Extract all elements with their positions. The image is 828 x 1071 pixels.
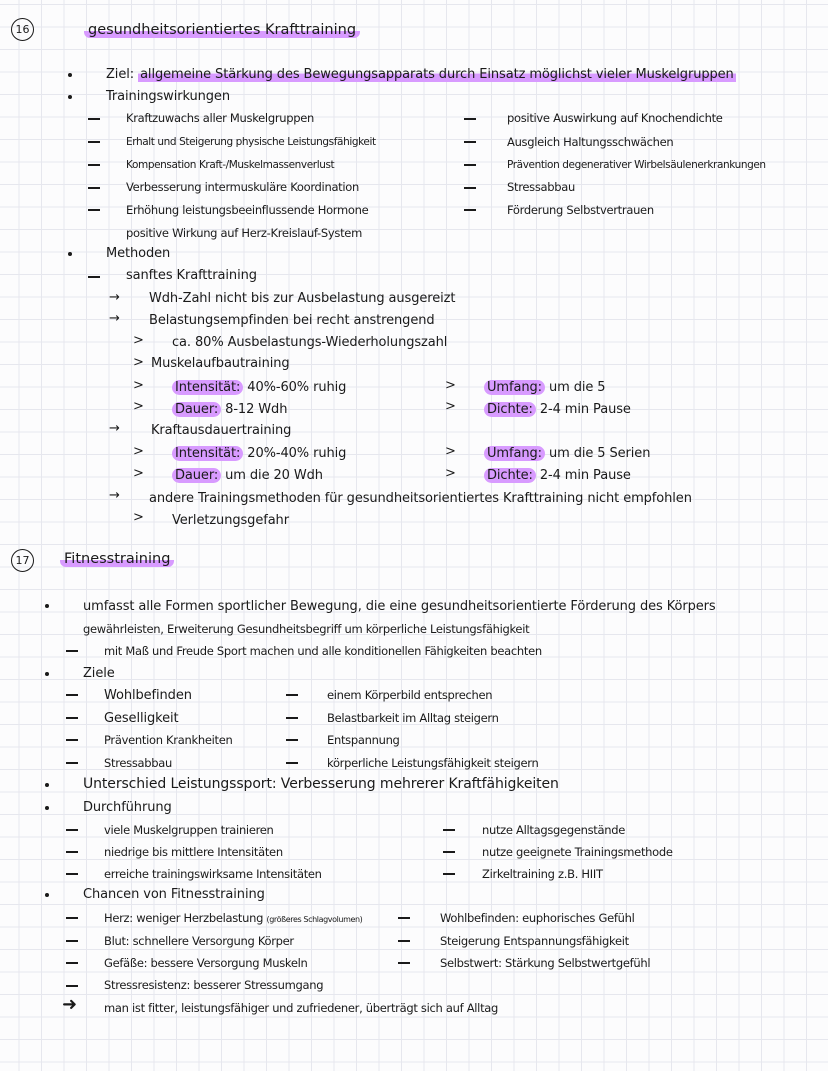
key-highlight: Intensität:: [172, 380, 243, 395]
arrow-right-icon: →: [109, 488, 120, 503]
methods-label: Methoden: [106, 246, 171, 261]
effect-left-item: Erhöhung leistungsbeeinflussende Hormone: [126, 203, 369, 217]
value: um die 20 Wdh: [225, 468, 323, 483]
goal-text: allgemeine Stärkung des Bewegungsapparats durch Einsatz möglichst vieler Muskelgruppen: [140, 67, 734, 82]
exec-right-item: nutze geeignete Trainingsmethode: [482, 845, 673, 859]
soft-point: Belastungsempfinden bei recht anstrengend: [149, 313, 435, 328]
chance-right-item: Steigerung Entspannungsfähigkeit: [440, 934, 629, 948]
injury-risk: Verletzungsgefahr: [172, 513, 289, 528]
intro-line: umfasst alle Formen sportlicher Bewegung, die eine gesundheitsorientierte Förderung des Körpers: [83, 599, 716, 614]
goal-left-item: Prävention Krankheiten: [104, 733, 233, 747]
chance-right-item: Wohlbefinden: euphorisches Gefühl: [440, 911, 635, 925]
chance-heart: Herz: weniger Herzbelastung: [104, 911, 264, 925]
dash: [464, 209, 476, 211]
mab-volume: [484, 379, 605, 396]
chance-right-item: Selbstwert: Stärkung Selbstwertgefühl: [440, 956, 651, 970]
effect-right-item: Stressabbau: [507, 180, 576, 194]
exec-right-item: nutze Alltagsgegenstände: [482, 823, 626, 837]
bullet-dot: [45, 672, 49, 676]
exec-right-item: Zirkeltraining z.B. HIIT: [482, 867, 603, 881]
chance-heart-note: (größeres Schlagvolumen): [266, 915, 363, 924]
chevron-right-icon: >: [445, 466, 456, 481]
dash: [66, 717, 78, 719]
bold-arrow-right-icon: ➜: [62, 994, 78, 1015]
dash: [66, 940, 78, 942]
muscle-building-label: Muskelaufbautraining: [151, 356, 290, 371]
dash: [66, 829, 78, 831]
section-16-title: gesundheitsorientiertes Krafttraining: [84, 22, 360, 38]
key-highlight: Umfang:: [484, 380, 545, 395]
key-highlight: Dauer:: [172, 468, 221, 483]
section-16-number: 16: [11, 18, 34, 41]
dash: [66, 873, 78, 875]
dash: [66, 962, 78, 964]
exec-left-item: viele Muskelgruppen trainieren: [104, 823, 274, 837]
dash: [88, 209, 100, 211]
bullet-dot: [45, 893, 49, 897]
goal-left-item: Wohlbefinden: [104, 688, 192, 703]
effect-left-item: Kraftzuwachs aller Muskelgruppen: [126, 111, 315, 125]
dash: [286, 762, 298, 764]
soft-training-label: sanftes Krafttraining: [126, 268, 257, 283]
chevron-right-icon: >: [133, 355, 144, 370]
goal-line: [106, 66, 736, 83]
strength-endurance-label: Kraftausdauertraining: [151, 423, 292, 438]
goals-label: Ziele: [83, 666, 115, 681]
dash: [443, 873, 455, 875]
chevron-right-icon: >: [133, 399, 144, 414]
chevron-right-icon: >: [133, 466, 144, 481]
chances-label: Chancen von Fitnesstraining: [83, 887, 265, 902]
key-highlight: Dichte:: [484, 468, 536, 483]
section-17-title: Fitnesstraining: [60, 551, 174, 567]
bullet-dot: [68, 73, 72, 77]
goal-label: Ziel:: [106, 67, 135, 82]
dash: [66, 739, 78, 741]
kad-duration: [172, 467, 323, 484]
chance-left-item: Gefäße: bessere Versorgung Muskeln: [104, 956, 308, 970]
mab-density: [484, 401, 631, 418]
value: 2-4 min Pause: [539, 468, 631, 483]
goal-right-item: körperliche Leistungsfähigkeit steigern: [327, 756, 539, 770]
goal-left-item: Geselligkeit: [104, 711, 179, 726]
dash: [88, 141, 100, 143]
dash: [398, 917, 410, 919]
effect-left-item: Verbesserung intermuskuläre Koordination: [126, 180, 360, 194]
value: 20%-40% ruhig: [247, 446, 347, 461]
effects-label: Trainingswirkungen: [106, 89, 230, 104]
dash: [464, 118, 476, 120]
effect-right-item: Prävention degenerativer Wirbelsäulenerkrankungen: [507, 159, 766, 171]
key-highlight: Intensität:: [172, 446, 243, 461]
dash: [66, 694, 78, 696]
chevron-right-icon: >: [133, 510, 144, 525]
execution-label: Durchführung: [83, 800, 172, 815]
section-17-number: 17: [11, 549, 34, 572]
mab-duration: [172, 401, 287, 418]
dash: [286, 717, 298, 719]
mab-intensity: [172, 379, 346, 396]
effect-left-item: positive Wirkung auf Herz-Kreislauf-System: [126, 226, 362, 240]
chevron-right-icon: >: [133, 378, 144, 393]
dash: [88, 187, 100, 189]
goal-right-item: Entspannung: [327, 733, 400, 747]
dash: [286, 739, 298, 741]
dash: [286, 694, 298, 696]
dash: [66, 762, 78, 764]
soft-point: Wdh-Zahl nicht bis zur Ausbelastung ausgereizt: [149, 291, 456, 306]
value: 2-4 min Pause: [539, 402, 631, 417]
arrow-right-icon: →: [109, 311, 120, 326]
chevron-right-icon: >: [445, 378, 456, 393]
dash: [443, 851, 455, 853]
soft-subpoint: ca. 80% Ausbelastungs-Wiederholungszahl: [172, 335, 448, 350]
kad-intensity: [172, 445, 346, 462]
chance-left-item: Blut: schnellere Versorgung Körper: [104, 934, 294, 948]
dash: [88, 118, 100, 120]
dash: [398, 962, 410, 964]
chevron-right-icon: >: [133, 444, 144, 459]
value: 8-12 Wdh: [225, 402, 288, 417]
kad-density: [484, 467, 631, 484]
key-highlight: Dichte:: [484, 402, 536, 417]
bullet-dot: [45, 806, 49, 810]
goal-right-item: einem Körperbild entsprechen: [327, 688, 493, 702]
key-highlight: Umfang:: [484, 446, 545, 461]
effect-right-item: Ausgleich Haltungsschwächen: [507, 135, 674, 149]
effect-left-item: Erhalt und Steigerung physische Leistungsfähigkeit: [126, 136, 376, 148]
dash: [443, 829, 455, 831]
dash: [398, 940, 410, 942]
bullet-dot: [68, 95, 72, 99]
difference-line: Unterschied Leistungssport: Verbesserung mehrerer Kraftfähigkeiten: [83, 776, 559, 792]
other-methods-note: andere Trainingsmethoden für gesundheitsorientiertes Krafttraining nicht empfohlen: [149, 491, 692, 506]
dash: [66, 650, 78, 652]
exec-left-item: niedrige bis mittlere Intensitäten: [104, 845, 283, 859]
exec-left-item: erreiche trainingswirksame Intensitäten: [104, 867, 322, 881]
kad-volume: [484, 445, 650, 462]
chance-left-item: [104, 910, 362, 928]
dash: [464, 164, 476, 166]
arrow-right-icon: →: [109, 421, 120, 436]
chevron-right-icon: >: [445, 444, 456, 459]
goal-right-item: Belastbarkeit im Alltag steigern: [327, 711, 499, 725]
chance-left-item: Stressresistenz: besserer Stressumgang: [104, 978, 324, 992]
dash: [66, 851, 78, 853]
goal-left-item: Stressabbau: [104, 756, 173, 770]
intro-line: mit Maß und Freude Sport machen und alle konditionellen Fähigkeiten beachten: [104, 644, 542, 658]
value: um die 5: [548, 380, 606, 395]
bullet-dot: [45, 783, 49, 787]
chevron-right-icon: >: [445, 399, 456, 414]
dash: [464, 141, 476, 143]
bullet-dot: [45, 604, 49, 608]
bullet-dot: [68, 252, 72, 256]
effect-left-item: Kompensation Kraft-/Muskelmassenverlust: [126, 159, 335, 171]
dash: [464, 187, 476, 189]
dash: [88, 276, 100, 278]
chevron-right-icon: >: [133, 333, 144, 348]
arrow-right-icon: →: [109, 290, 120, 305]
value: um die 5 Serien: [548, 446, 651, 461]
conclusion-line: man ist fitter, leistungsfähiger und zufriedener, überträgt sich auf Alltag: [104, 1001, 499, 1015]
dash: [66, 985, 78, 987]
intro-line: gewährleisten, Erweiterung Gesundheitsbegriff um körperliche Leistungsfähigkeit: [83, 622, 530, 636]
effect-right-item: positive Auswirkung auf Knochendichte: [507, 111, 723, 125]
effect-right-item: Förderung Selbstvertrauen: [507, 203, 654, 217]
dash: [88, 164, 100, 166]
value: 40%-60% ruhig: [247, 380, 347, 395]
key-highlight: Dauer:: [172, 402, 221, 417]
dash: [66, 917, 78, 919]
